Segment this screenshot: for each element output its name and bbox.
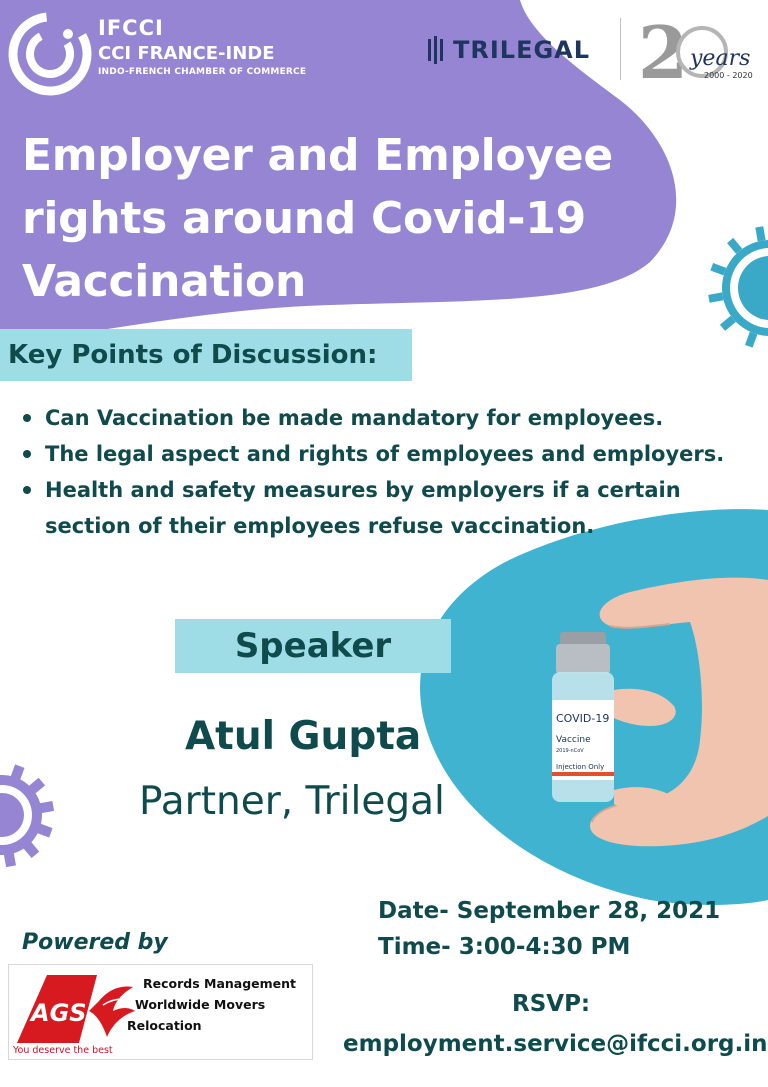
rsvp-email-link[interactable]: employment.service@ifcci.org.in bbox=[343, 1031, 768, 1057]
trilegal-logo bbox=[428, 32, 590, 68]
title-line: Employer and Employee bbox=[22, 130, 613, 181]
key-points-list bbox=[20, 400, 755, 544]
logo-divider bbox=[620, 18, 621, 80]
vial-label-title: COVID-19 bbox=[556, 712, 610, 725]
ags-tagline: You deserve the best bbox=[13, 1045, 113, 1056]
sponsor-logo bbox=[8, 964, 313, 1060]
ags-service: Records Management bbox=[143, 976, 297, 991]
ags-service: Relocation bbox=[127, 1018, 202, 1033]
title-line: Vaccination bbox=[22, 256, 306, 307]
event-datetime bbox=[378, 893, 720, 965]
list-item bbox=[20, 436, 755, 472]
ags-services bbox=[127, 973, 297, 1036]
ags-logo-icon bbox=[17, 971, 135, 1047]
virus-decoration-right bbox=[708, 226, 768, 350]
key-point-text: Can Vaccination be made mandatory for employees. bbox=[45, 406, 664, 430]
trilegal-bars-icon bbox=[428, 36, 443, 64]
event-date: Date- September 28, 2021 bbox=[378, 898, 721, 924]
bullet-icon bbox=[23, 486, 31, 494]
key-point-text: The legal aspect and rights of employees and employers. bbox=[45, 442, 725, 466]
key-point-text: Health and safety measures by employers if a certain section of their employees refuse vaccination. bbox=[45, 478, 681, 538]
ifcci-name: IFCCI bbox=[98, 16, 164, 40]
bullet-icon bbox=[23, 414, 31, 422]
speaker-name: Atul Gupta bbox=[185, 714, 422, 759]
speaker-heading: Speaker bbox=[175, 619, 451, 673]
vial-label-code: 2019-nCoV bbox=[556, 748, 584, 754]
vial-label-injection: Injection Only bbox=[556, 763, 605, 771]
anniversary-word: years bbox=[690, 46, 751, 71]
speaker-role: Partner, Trilegal bbox=[139, 779, 445, 824]
trilegal-name: TRILEGAL bbox=[453, 36, 591, 64]
bullet-icon bbox=[23, 450, 31, 458]
rsvp-label: RSVP: bbox=[512, 991, 591, 1017]
page-title bbox=[22, 124, 662, 313]
vaccine-vial-photo bbox=[400, 540, 768, 880]
ags-service: Worldwide Movers bbox=[135, 997, 266, 1012]
title-line: rights around Covid-19 bbox=[22, 193, 586, 244]
ifcci-wordmark bbox=[98, 18, 306, 77]
event-time: Time- 3:00-4:30 PM bbox=[378, 934, 631, 960]
powered-by-label: Powered by bbox=[22, 930, 168, 955]
ifcci-logo-icon bbox=[8, 12, 92, 96]
virus-decoration-left bbox=[0, 763, 54, 867]
list-item bbox=[20, 400, 755, 436]
ifcci-subname: CCI FRANCE-INDE bbox=[98, 43, 275, 64]
svg-text:2: 2 bbox=[638, 14, 689, 86]
vial-label-vaccine: Vaccine bbox=[556, 735, 591, 745]
ifcci-tagline: INDO-FRENCH CHAMBER OF COMMERCE bbox=[98, 67, 307, 77]
key-points-heading: Key Points of Discussion: bbox=[0, 329, 412, 381]
ags-logo-text: AGS bbox=[31, 999, 87, 1027]
list-item bbox=[20, 472, 755, 544]
anniversary-range: 2000 - 2020 bbox=[704, 71, 753, 80]
